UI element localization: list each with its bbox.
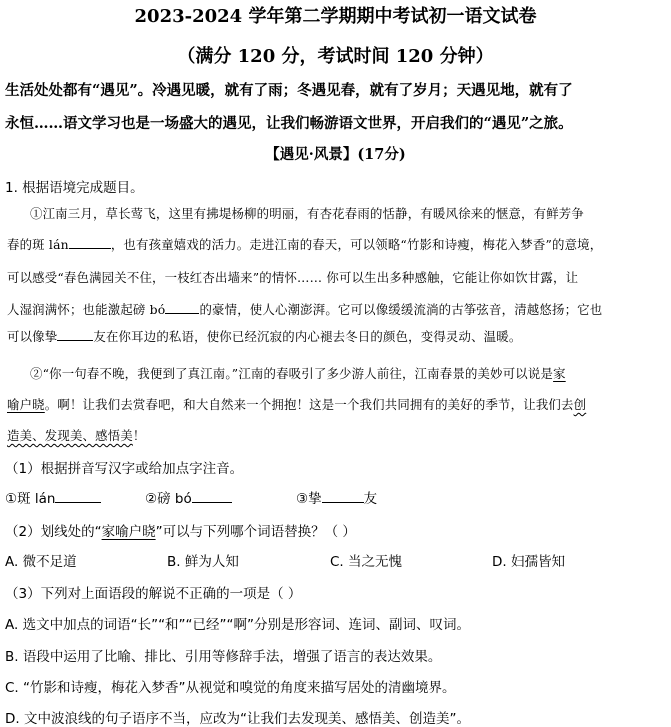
option-d[interactable]: D. 文中波浪线的句子语序不当，应改为“让我们去发现美、感悟美、创造美”。: [5, 711, 470, 727]
text-segment: 春的斑 lán: [7, 237, 69, 252]
answer-blank[interactable]: [57, 328, 93, 341]
passage-1-line-4: [7, 300, 602, 318]
exam-title: 2023-2024 学年第二学期期中考试初一语文试卷: [134, 6, 537, 27]
option-a[interactable]: A. 微不足道: [5, 554, 77, 570]
wavy-underlined-text: 创: [573, 397, 587, 412]
option-c[interactable]: C. 当之无愧: [330, 554, 403, 570]
text-segment: （2）划线处的“: [5, 524, 102, 540]
wavy-underlined-text: 造美、发现美、感悟美: [7, 428, 133, 443]
underlined-term: 喻户晓: [7, 397, 45, 412]
sub-question-1-item-c: [296, 487, 377, 507]
passage-2-line-2: [7, 395, 586, 413]
answer-blank[interactable]: [192, 490, 232, 503]
option-c[interactable]: C. “竹影和诗瘦，梅花入梦香”从视觉和嗅觉的角度来描写居处的清幽境界。: [5, 680, 456, 696]
item-label: ②磅 bó: [145, 491, 192, 507]
answer-blank[interactable]: [55, 490, 101, 503]
text-segment: 。啊！让我们去赏春吧，和大自然来一个拥抱！这是一个我们共同拥有的美好的季节，让我们去: [44, 397, 574, 412]
item-label: 友: [363, 491, 378, 507]
option-a[interactable]: A. 选文中加点的词语“长”“和”“已经”“啊”分别是形容词、连词、副词、叹词。: [5, 617, 471, 633]
answer-blank[interactable]: [322, 490, 364, 503]
section-title: 【遇见·风景】(17分): [265, 146, 406, 163]
item-label: ③挚: [296, 491, 322, 507]
intro-line-2: 永恒……语文学习也是一场盛大的遇见，让我们畅游语文世界，开启我们的“遇见”之旅。: [5, 115, 573, 132]
text-segment: ②“你一句春不晚，我便到了真江南。”江南的春吸引了多少游人前往，江南春景的美妙可以说是: [30, 366, 554, 381]
sub-question-1-item-a: [5, 487, 101, 507]
item-label: ①斑 lán: [5, 491, 56, 507]
passage-1-line-3: 可以感受“春色满园关不住，一枝红杏出墙来”的情怀…… 你可以生出多种感触，它能让你如饮甘露，让: [7, 270, 579, 285]
sub-question-1-item-b: [145, 487, 232, 507]
text-segment: ”可以与下列哪个词语替换？（ ）: [155, 524, 356, 540]
question-1-prompt: 1. 根据语境完成题目。: [5, 180, 144, 196]
passage-1-line-1: ①江南三月，草长莺飞，这里有拂堤杨柳的明丽，有杏花春雨的恬静，有暖风徐来的惬意，有鲜芳争: [30, 206, 584, 221]
intro-line-1: 生活处处都有“遇见”。冷遇见暖，就有了雨；冬遇见春，就有了岁月；天遇见地，就有了: [5, 82, 573, 99]
exam-subtitle: （满分 120 分，考试时间 120 分钟）: [177, 46, 494, 67]
passage-2-line-3: [7, 426, 146, 444]
sub-question-1-prompt: （1）根据拼音写汉字或给加点字注音。: [5, 461, 244, 477]
answer-blank[interactable]: [69, 236, 111, 249]
text-segment: ，也有孩童嬉戏的活力。走进江南的春天，可以领略“竹影和诗瘦，梅花入梦香”的意境，: [110, 237, 603, 252]
passage-1-line-2: [7, 235, 602, 253]
sub-question-3-prompt: （3）下列对上面语段的解说不正确的一项是（ ）: [5, 586, 302, 602]
option-b[interactable]: B. 语段中运用了比喻、排比、引用等修辞手法，增强了语言的表达效果。: [5, 649, 442, 665]
underlined-term: 家喻户晓: [101, 524, 156, 540]
option-d[interactable]: D. 妇孺皆知: [492, 554, 565, 570]
answer-blank[interactable]: [165, 301, 199, 314]
passage-2-line-1: [30, 364, 566, 382]
text-segment: 友在你耳边的私语，使你已经沉寂的内心褪去冬日的颜色，变得灵动、温暖。: [93, 329, 522, 344]
text-segment: ！: [132, 428, 146, 443]
underlined-term: 家: [553, 366, 566, 381]
sub-question-2-prompt: [5, 520, 356, 540]
text-segment: 可以像挚: [7, 329, 58, 344]
text-segment: 人湿润满怀；也能激起磅 bó: [7, 302, 166, 317]
passage-1-line-5: [7, 327, 521, 345]
text-segment: 的豪情，使人心潮澎湃。它可以像缓缓流淌的古筝弦音，清越悠扬；它也: [199, 302, 603, 317]
option-b[interactable]: B. 鲜为人知: [167, 554, 239, 570]
